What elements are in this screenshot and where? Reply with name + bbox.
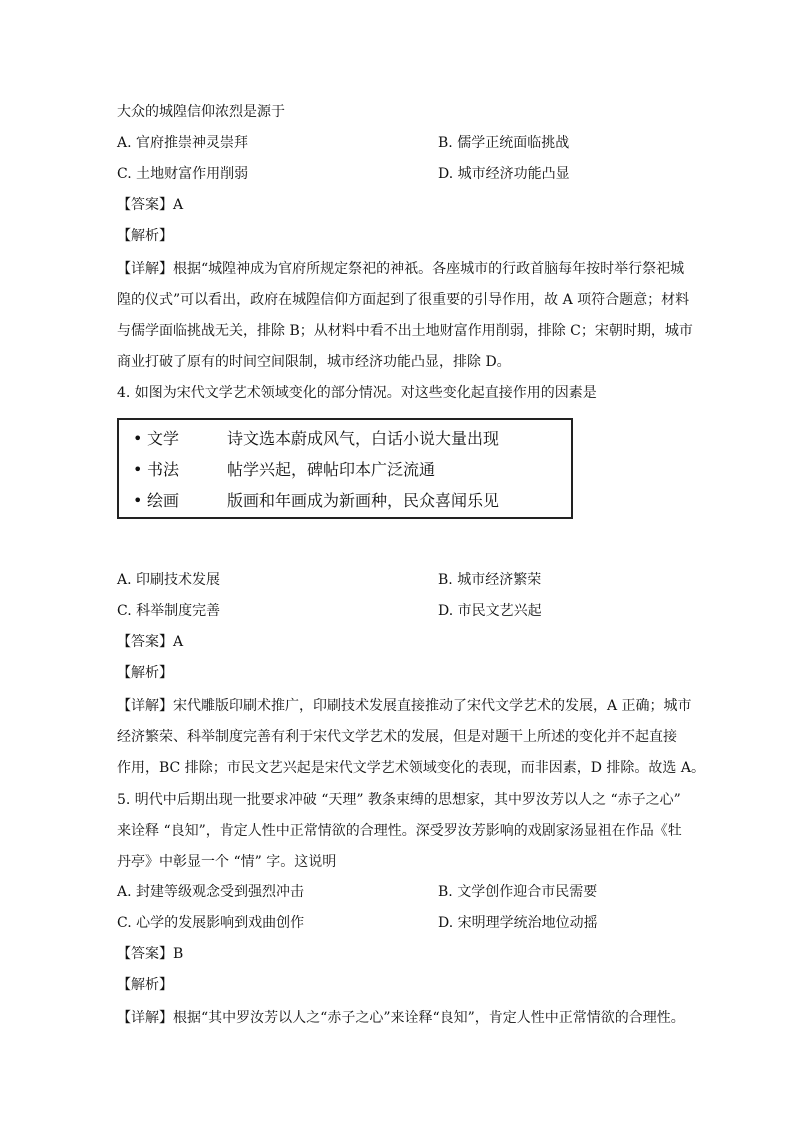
q5-analysis-label: 【解析】	[117, 977, 173, 993]
q5-option-d: D. 宋明理学统治地位动摇	[438, 915, 598, 931]
q3-detail-line: 【详解】根据“城隍神成为官府所规定祭祀的神祇。各座城市的行政首脑每年按时举行祭祀城	[117, 261, 685, 277]
q3-option-b: B. 儒学正统面临挑战	[438, 135, 570, 151]
q5-stem-line: 来诠释 “良知”，肯定人性中正常情欲的合理性。深受罗汝芳影响的戏剧家汤显祖在作品《牡	[117, 823, 682, 839]
figure-text: 诗文选本蔚成风气，白话小说大量出现	[227, 429, 500, 448]
q4-detail-line: 作用，BC 排除；市民文艺兴起是宋代文学艺术领域变化的表现，而非因素，D 排除。故选 A。	[117, 760, 705, 776]
q4-answer: 【答案】A	[117, 634, 184, 650]
q4-analysis-label: 【解析】	[117, 665, 173, 681]
figure-category: 绘画	[147, 491, 180, 510]
q3-detail-line: 与儒学面临挑战无关，排除 B；从材料中看不出土地财富作用削弱，排除 C；宋朝时期，城市	[117, 323, 693, 339]
figure-row-painting	[133, 491, 499, 511]
bullet-icon: •	[133, 460, 143, 479]
q3-stem-tail: 大众的城隍信仰浓烈是源于	[117, 104, 285, 120]
q5-option-c: C. 心学的发展影响到戏曲创作	[117, 915, 305, 931]
q3-detail-line: 商业打破了原有的时间空间限制，城市经济功能凸显，排除 D。	[117, 354, 511, 370]
q5-detail	[117, 1003, 685, 1034]
q3-option-c: C. 土地财富作用削弱	[117, 166, 249, 182]
q3-answer: 【答案】A	[117, 197, 184, 213]
figure-text: 帖学兴起，碑帖印本广泛流通	[227, 460, 436, 479]
q4-option-b: B. 城市经济繁荣	[438, 572, 542, 588]
figure-row-literature	[133, 429, 499, 449]
q3-detail-line: 隍的仪式”可以看出，政府在城隍信仰方面起到了很重要的引导作用，故 A 项符合题意；材料	[117, 292, 690, 308]
q5-stem	[117, 785, 682, 878]
figure-text: 版画和年画成为新画种，民众喜闻乐见	[227, 491, 500, 510]
bullet-icon: •	[133, 491, 143, 510]
q4-option-a: A. 印刷技术发展	[117, 572, 221, 588]
q3-option-d: D. 城市经济功能凸显	[438, 166, 570, 182]
q4-detail	[117, 691, 705, 784]
q5-detail-line: 【详解】根据“其中罗汝芳以人之“赤子之心”来诠释“良知”，肯定人性中正常情欲的合理性。	[117, 1010, 685, 1026]
figure-row-calligraphy	[133, 460, 435, 480]
q4-figure-box	[117, 418, 573, 519]
figure-category: 文学	[147, 429, 180, 448]
q4-option-c: C. 科举制度完善	[117, 603, 221, 619]
q3-option-a: A. 官府推崇神灵崇拜	[117, 135, 249, 151]
q3-detail	[117, 254, 693, 378]
q5-answer: 【答案】B	[117, 946, 184, 962]
q4-detail-line: 经济繁荣、科举制度完善有利于宋代文学艺术的发展，但是对题干上所述的变化并不起直接	[117, 729, 677, 745]
q5-option-a: A. 封建等级观念受到强烈冲击	[117, 884, 305, 900]
q5-stem-line: 丹亭》中彰显一个 “情” 字。这说明	[117, 854, 337, 870]
bullet-icon: •	[133, 429, 143, 448]
q5-stem-line: 5. 明代中后期出现一批要求冲破 “天理” 教条束缚的思想家，其中罗汝芳以人之 “赤子之心”	[117, 792, 681, 808]
q4-detail-line: 【详解】宋代雕版印刷术推广，印刷技术发展直接推动了宋代文学艺术的发展，A 正确；城市	[117, 698, 692, 714]
q3-analysis-label: 【解析】	[117, 228, 173, 244]
q4-stem: 4. 如图为宋代文学艺术领域变化的部分情况。对这些变化起直接作用的因素是	[117, 385, 597, 401]
figure-category: 书法	[147, 460, 180, 479]
q5-option-b: B. 文学创作迎合市民需要	[438, 884, 598, 900]
q4-option-d: D. 市民文艺兴起	[438, 603, 542, 619]
